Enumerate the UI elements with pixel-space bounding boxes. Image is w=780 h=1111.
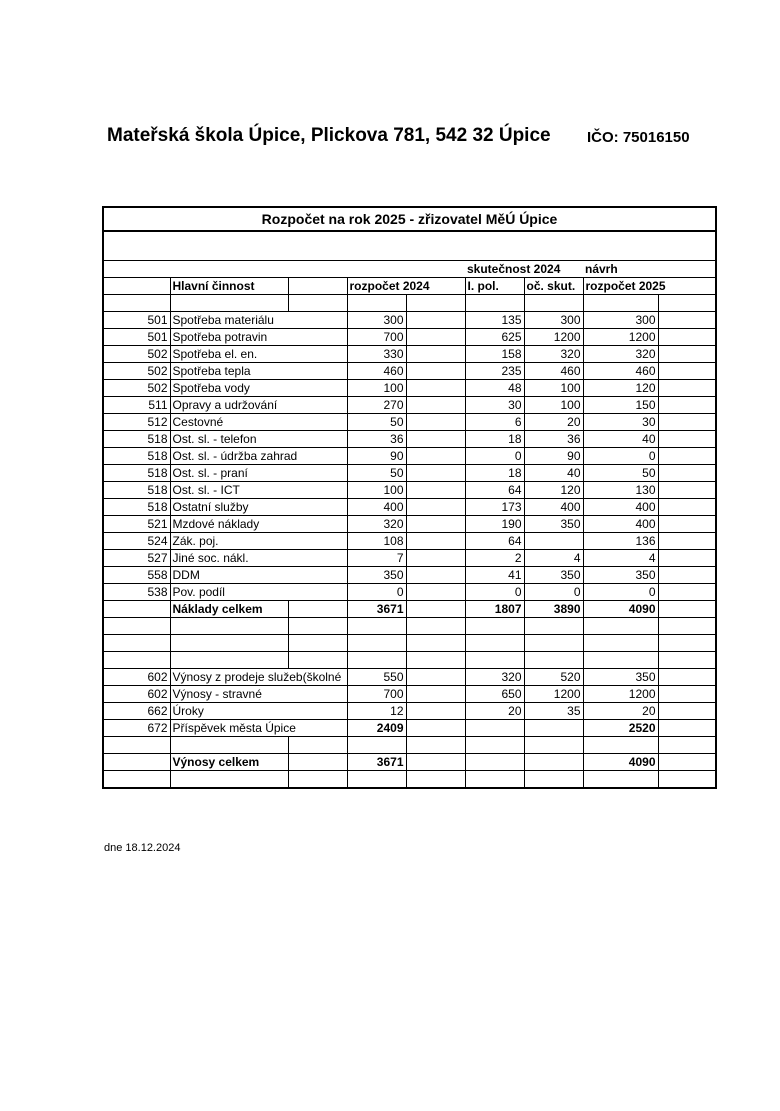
item-name: DDM	[170, 567, 347, 584]
empty-cell	[583, 771, 658, 789]
account-code: 524	[103, 533, 170, 550]
item-name: Zák. poj.	[170, 533, 347, 550]
blank-row	[103, 737, 716, 754]
expected-value: 350	[524, 516, 583, 533]
table-row	[103, 380, 716, 397]
empty-cell	[524, 618, 583, 635]
budget-2025-value: 320	[583, 346, 658, 363]
budget-2025-value: 1200	[583, 686, 658, 703]
empty-cell	[406, 448, 465, 465]
expected-value: 520	[524, 669, 583, 686]
empty-cell	[406, 346, 465, 363]
empty-cell	[406, 380, 465, 397]
empty-cell	[658, 329, 716, 346]
budget-2025-value: 350	[583, 669, 658, 686]
item-name: Ost. sl. - telefon	[170, 431, 347, 448]
total-budget-2024: 3671	[347, 754, 406, 771]
item-name: Cestovné	[170, 414, 347, 431]
expected-value: 90	[524, 448, 583, 465]
budget-2025-value: 0	[583, 448, 658, 465]
empty-cell	[406, 312, 465, 329]
empty-cell	[658, 737, 716, 754]
total-expected: 3890	[524, 601, 583, 618]
item-name: Spotřeba el. en.	[170, 346, 347, 363]
budget-2025-value: 460	[583, 363, 658, 380]
empty-cell	[524, 737, 583, 754]
table-row	[103, 465, 716, 482]
empty-cell	[658, 686, 716, 703]
account-code: 662	[103, 703, 170, 720]
total-half-year: 1807	[465, 601, 524, 618]
budget-2024-value: 320	[347, 516, 406, 533]
empty-cell	[658, 414, 716, 431]
account-code: 502	[103, 363, 170, 380]
table-row	[103, 397, 716, 414]
empty-cell	[347, 737, 406, 754]
table-row	[103, 499, 716, 516]
empty-cell	[583, 737, 658, 754]
expected-value: 320	[524, 346, 583, 363]
item-name: Opravy a udržování	[170, 397, 347, 414]
empty-cell	[658, 380, 716, 397]
empty-cell	[103, 601, 170, 618]
expected-value: 400	[524, 499, 583, 516]
budget-2024-value: 700	[347, 686, 406, 703]
expected-value: 36	[524, 431, 583, 448]
table-row	[103, 703, 716, 720]
empty-cell	[170, 737, 288, 754]
budget-2024-value: 90	[347, 448, 406, 465]
empty-cell	[347, 652, 406, 669]
empty-cell	[406, 363, 465, 380]
account-code: 558	[103, 567, 170, 584]
account-code: 521	[103, 516, 170, 533]
col-half: I. pol.	[465, 278, 524, 295]
empty-cell	[347, 618, 406, 635]
empty-cell	[406, 652, 465, 669]
account-code: 538	[103, 584, 170, 601]
account-code: 518	[103, 499, 170, 516]
table-row	[103, 686, 716, 703]
empty-cell	[465, 771, 524, 789]
account-code: 512	[103, 414, 170, 431]
total-budget-2025: 4090	[583, 754, 658, 771]
half-year-value: 30	[465, 397, 524, 414]
empty-cell	[658, 397, 716, 414]
budget-2025-value: 400	[583, 499, 658, 516]
budget-2024-value: 100	[347, 482, 406, 499]
budget-2024-value: 50	[347, 414, 406, 431]
empty-cell	[658, 635, 716, 652]
account-code: 502	[103, 346, 170, 363]
empty-cell	[658, 771, 716, 789]
total-label: Náklady celkem	[170, 601, 288, 618]
empty-cell	[658, 312, 716, 329]
table-row	[103, 567, 716, 584]
account-code: 602	[103, 686, 170, 703]
expected-value: 1200	[524, 686, 583, 703]
budget-2024-value: 100	[347, 380, 406, 397]
budget-2024-value: 350	[347, 567, 406, 584]
item-name: Mzdové náklady	[170, 516, 347, 533]
budget-2024-value: 108	[347, 533, 406, 550]
half-year-value: 0	[465, 584, 524, 601]
empty-cell	[524, 652, 583, 669]
half-year-value: 2	[465, 550, 524, 567]
empty-cell	[658, 363, 716, 380]
budget-table	[102, 206, 717, 789]
half-year-value: 64	[465, 482, 524, 499]
empty-cell	[103, 771, 170, 789]
budget-2024-value: 2409	[347, 720, 406, 737]
empty-cell	[347, 635, 406, 652]
col-budget: rozpočet 2024	[347, 278, 465, 295]
item-name: Ost. sl. - údržba zahrad	[170, 448, 347, 465]
empty-cell	[288, 652, 347, 669]
budget-2025-value: 130	[583, 482, 658, 499]
table-row	[103, 346, 716, 363]
company-id: IČO: 75016150	[587, 129, 690, 146]
empty-cell	[465, 618, 524, 635]
empty-cell	[465, 635, 524, 652]
budget-2024-value: 12	[347, 703, 406, 720]
table-row	[103, 720, 716, 737]
empty-cell	[406, 686, 465, 703]
empty-cell	[406, 737, 465, 754]
empty-cell	[347, 771, 406, 789]
budget-2024-value: 700	[347, 329, 406, 346]
item-name: Spotřeba materiálu	[170, 312, 347, 329]
item-name: Výnosy z prodeje služeb(školné	[170, 669, 347, 686]
empty-cell	[658, 754, 716, 771]
total-expected	[524, 754, 583, 771]
budget-2025-value: 0	[583, 584, 658, 601]
item-name: Spotřeba vody	[170, 380, 347, 397]
empty-cell	[658, 720, 716, 737]
item-name: Spotřeba potravin	[170, 329, 347, 346]
half-year-value: 158	[465, 346, 524, 363]
empty-cell	[288, 635, 347, 652]
budget-2025-value: 20	[583, 703, 658, 720]
group-actual-label: skutečnost 2024	[465, 261, 583, 278]
expected-value: 350	[524, 567, 583, 584]
empty-cell	[170, 652, 288, 669]
half-year-value: 190	[465, 516, 524, 533]
empty-cell	[406, 431, 465, 448]
empty-cell	[288, 601, 347, 618]
total-half-year	[465, 754, 524, 771]
empty-cell	[658, 584, 716, 601]
budget-2024-value: 36	[347, 431, 406, 448]
account-code: 672	[103, 720, 170, 737]
budget-2024-value: 300	[347, 312, 406, 329]
col-main: Hlavní činnost	[170, 278, 288, 295]
budget-2025-value: 4	[583, 550, 658, 567]
empty-cell	[406, 414, 465, 431]
table-row	[103, 584, 716, 601]
group-header-row	[103, 261, 716, 278]
expected-value	[524, 533, 583, 550]
budget-2025-value: 2520	[583, 720, 658, 737]
empty-cell	[406, 465, 465, 482]
empty-cell	[406, 533, 465, 550]
item-name: Úroky	[170, 703, 347, 720]
empty-cell	[465, 737, 524, 754]
budget-2025-value: 150	[583, 397, 658, 414]
half-year-value: 650	[465, 686, 524, 703]
empty-cell	[103, 754, 170, 771]
empty-cell	[658, 431, 716, 448]
blank-row	[103, 295, 716, 312]
table-row	[103, 482, 716, 499]
account-code: 527	[103, 550, 170, 567]
total-label: Výnosy celkem	[170, 754, 288, 771]
expected-value: 0	[524, 584, 583, 601]
account-code: 518	[103, 431, 170, 448]
empty-cell	[103, 618, 170, 635]
item-name: Ost. sl. - praní	[170, 465, 347, 482]
half-year-value: 6	[465, 414, 524, 431]
table-row	[103, 431, 716, 448]
budget-2024-value: 330	[347, 346, 406, 363]
empty-cell	[406, 720, 465, 737]
table-row	[103, 448, 716, 465]
empty-cell	[406, 618, 465, 635]
col-proposal: rozpočet 2025	[583, 278, 716, 295]
half-year-value: 135	[465, 312, 524, 329]
budget-2024-value: 7	[347, 550, 406, 567]
column-header-row	[103, 278, 716, 295]
half-year-value: 173	[465, 499, 524, 516]
empty-cell	[406, 635, 465, 652]
budget-2024-value: 270	[347, 397, 406, 414]
empty-cell	[406, 397, 465, 414]
budget-2025-value: 300	[583, 312, 658, 329]
empty-cell	[406, 669, 465, 686]
expected-value: 20	[524, 414, 583, 431]
item-name: Ost. sl. - ICT	[170, 482, 347, 499]
blank-row	[103, 652, 716, 669]
empty-cell	[658, 703, 716, 720]
account-code: 501	[103, 329, 170, 346]
empty-cell	[288, 754, 347, 771]
item-name: Jiné soc. nákl.	[170, 550, 347, 567]
blank-row	[103, 771, 716, 789]
half-year-value	[465, 720, 524, 737]
empty-cell	[406, 482, 465, 499]
empty-cell	[658, 550, 716, 567]
account-code: 518	[103, 482, 170, 499]
empty-cell	[406, 601, 465, 618]
empty-cell	[406, 703, 465, 720]
table-title: Rozpočet na rok 2025 - zřizovatel MěÚ Úpice	[103, 207, 716, 231]
budget-2025-value: 30	[583, 414, 658, 431]
budget-2025-value: 350	[583, 567, 658, 584]
budget-2024-value: 50	[347, 465, 406, 482]
empty-cell	[583, 635, 658, 652]
budget-2025-value: 136	[583, 533, 658, 550]
half-year-value: 320	[465, 669, 524, 686]
empty-cell	[524, 771, 583, 789]
empty-cell	[406, 550, 465, 567]
budget-2024-value: 0	[347, 584, 406, 601]
budget-2024-value: 400	[347, 499, 406, 516]
expected-value	[524, 720, 583, 737]
account-code: 518	[103, 465, 170, 482]
table-row	[103, 363, 716, 380]
table-row	[103, 533, 716, 550]
empty-cell	[170, 618, 288, 635]
account-code: 602	[103, 669, 170, 686]
col-expected: oč. skut.	[524, 278, 583, 295]
budget-2025-value: 400	[583, 516, 658, 533]
empty-cell	[406, 567, 465, 584]
half-year-value: 20	[465, 703, 524, 720]
item-name: Spotřeba tepla	[170, 363, 347, 380]
empty-cell	[658, 669, 716, 686]
half-year-value: 18	[465, 465, 524, 482]
empty-cell	[658, 533, 716, 550]
total-budget-2024: 3671	[347, 601, 406, 618]
expected-value: 100	[524, 380, 583, 397]
empty-cell	[103, 635, 170, 652]
empty-cell	[658, 448, 716, 465]
table-row	[103, 669, 716, 686]
empty-cell	[658, 482, 716, 499]
total-row	[103, 601, 716, 618]
spacer-row	[103, 231, 716, 261]
empty-cell	[658, 346, 716, 363]
empty-cell	[658, 601, 716, 618]
account-code: 518	[103, 448, 170, 465]
table-row	[103, 414, 716, 431]
expected-value: 4	[524, 550, 583, 567]
half-year-value: 0	[465, 448, 524, 465]
table-row	[103, 516, 716, 533]
empty-cell	[658, 465, 716, 482]
empty-cell	[406, 516, 465, 533]
empty-cell	[524, 635, 583, 652]
expected-value: 460	[524, 363, 583, 380]
budget-2025-value: 50	[583, 465, 658, 482]
total-row	[103, 754, 716, 771]
title-row	[103, 207, 716, 231]
empty-cell	[288, 771, 347, 789]
empty-cell	[658, 618, 716, 635]
empty-cell	[465, 652, 524, 669]
account-code: 511	[103, 397, 170, 414]
half-year-value: 48	[465, 380, 524, 397]
empty-cell	[658, 567, 716, 584]
expected-value: 300	[524, 312, 583, 329]
blank-row	[103, 635, 716, 652]
empty-cell	[406, 329, 465, 346]
item-name: Pov. podíl	[170, 584, 347, 601]
empty-cell	[288, 618, 347, 635]
empty-cell	[583, 652, 658, 669]
empty-cell	[658, 516, 716, 533]
item-name: Příspěvek města Úpice	[170, 720, 347, 737]
account-code: 502	[103, 380, 170, 397]
table-row	[103, 550, 716, 567]
item-name: Ostatní služby	[170, 499, 347, 516]
empty-cell	[170, 771, 288, 789]
half-year-value: 41	[465, 567, 524, 584]
budget-2025-value: 120	[583, 380, 658, 397]
empty-cell	[583, 618, 658, 635]
total-budget-2025: 4090	[583, 601, 658, 618]
half-year-value: 18	[465, 431, 524, 448]
expected-value: 40	[524, 465, 583, 482]
blank-row	[103, 618, 716, 635]
expected-value: 35	[524, 703, 583, 720]
item-name: Výnosy - stravné	[170, 686, 347, 703]
empty-cell	[103, 737, 170, 754]
half-year-value: 235	[465, 363, 524, 380]
empty-cell	[288, 737, 347, 754]
group-proposal-label: návrh	[583, 261, 658, 278]
expected-value: 1200	[524, 329, 583, 346]
budget-2024-value: 550	[347, 669, 406, 686]
document-date: dne 18.12.2024	[104, 842, 181, 854]
budget-2024-value: 460	[347, 363, 406, 380]
half-year-value: 625	[465, 329, 524, 346]
budget-2025-value: 40	[583, 431, 658, 448]
empty-cell	[170, 635, 288, 652]
empty-cell	[658, 499, 716, 516]
empty-cell	[406, 754, 465, 771]
budget-2025-value: 1200	[583, 329, 658, 346]
empty-cell	[406, 771, 465, 789]
expected-value: 120	[524, 482, 583, 499]
empty-cell	[406, 584, 465, 601]
empty-cell	[406, 499, 465, 516]
table-row	[103, 312, 716, 329]
account-code: 501	[103, 312, 170, 329]
table-row	[103, 329, 716, 346]
half-year-value: 64	[465, 533, 524, 550]
empty-cell	[658, 652, 716, 669]
expected-value: 100	[524, 397, 583, 414]
empty-cell	[103, 652, 170, 669]
school-heading: Mateřská škola Úpice, Plickova 781, 542 32 Úpice	[107, 125, 551, 146]
